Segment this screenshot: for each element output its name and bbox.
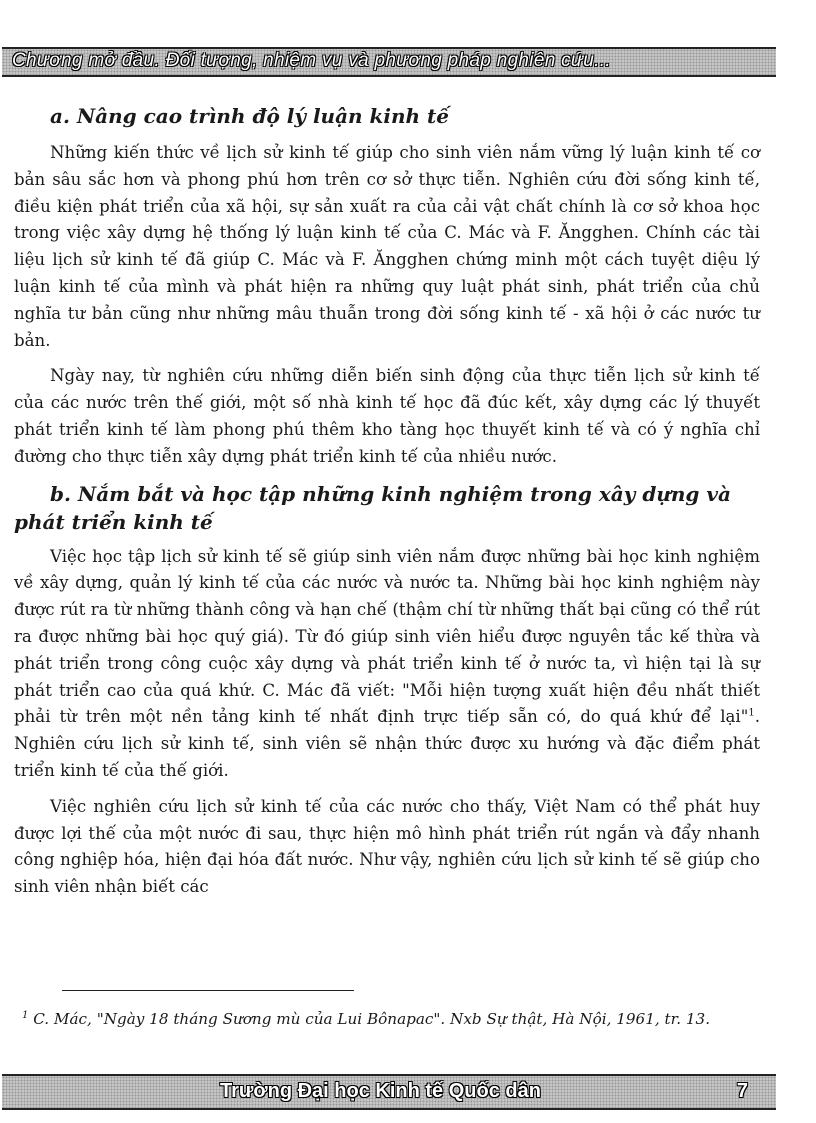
page-number: 7 xyxy=(736,1080,748,1102)
section-a-paragraph-1: Những kiến thức về lịch sử kinh tế giúp cho sinh viên nắm vững lý luận kinh tế cơ bản sâu sắc hơn và phong phú hơn trên cơ sở thực tiễn. Nghiên cứu đời sống kinh tế, điều kiện phát triển của xã hội, sự sản xuất ra của cải vật chất chính là cơ sở khoa học trong việc xây dựng hệ thống lý luận kinh tế của C. Mác và F. Ăngghen. Chính các tài liệu lịch sử kinh tế đã giúp C. Mác và F. Ăngghen chứng minh một cách tuyệt diệu lý luận kinh tế của mình và phát hiện ra những quy luật phát sinh, phát triển của chủ nghĩa tư bản cũng như những mâu thuẫn trong đời sống kinh tế - xã hội ở các nước tư bản. xyxy=(14,143,760,350)
footnote-divider xyxy=(62,990,354,991)
section-b-paragraph-2: Việc nghiên cứu lịch sử kinh tế của các nước cho thấy, Việt Nam có thể phát huy được lợi thế của một nước đi sau, thực hiện mô hình phát triển rút ngắn và đẩy nhanh công nghiệp hóa, hiện đại hóa đất nước. Như vậy, nghiên cứu lịch sử kinh tế sẽ giúp cho sinh viên nhận biết các xyxy=(14,796,760,897)
section-b-paragraph-1-text: Việc học tập lịch sử kinh tế sẽ giúp sinh viên nắm được những bài học kinh nghiệm về xây dựng, quản lý kinh tế của các nước và nước ta. Những bài học kinh nghiệm này được rút ra từ những thành công và hạn chế (thậm chí từ những thất bại cũng có thể rút ra được những bài học quý giá). Từ đó giúp sinh viên hiểu được nguyên tắc kế thừa và phát triển trong công cuộc xây dựng và phát triển kinh tế ở nước ta, vì hiện tại là sự phát triển cao của quá khứ. C. Mác đã viết: "Mỗi hiện tượng xuất hiện đều nhất thiết phải từ trên một nền tảng kinh tế nhất định trực tiếp sẵn có, do quá khứ để lại" xyxy=(14,546,760,727)
footnote-text: C. Mác, "Ngày 18 tháng Sương mù của Lui Bônapac". Nxb Sự thật, Hà Nội, 1961, tr. 13. xyxy=(28,1010,711,1028)
section-b-heading: b. Nắm bắt và học tập những kinh nghiệm trong xây dựng và phát triển kinh tế xyxy=(14,481,731,534)
page-body xyxy=(14,102,760,910)
section-a-paragraph-2: Ngày nay, từ nghiên cứu những diễn biến sinh động của thực tiễn lịch sử kinh tế của các nước trên thế giới, một số nhà kinh tế học đã đúc kết, xây dựng các lý thuyết phát triển kinh tế làm phong phú thêm kho tàng học thuyết kinh tế và có ý nghĩa chỉ đường cho thực tiễn xây dựng phát triển kinh tế của nhiều nước. xyxy=(14,366,760,466)
footnote-reference[interactable]: 1 xyxy=(748,707,755,719)
section-b-paragraph-1 xyxy=(14,544,760,785)
section-a-heading: a. Nâng cao trình độ lý luận kinh tế xyxy=(50,104,450,128)
running-header-title: Chương mở đầu. Đối tượng, nhiệm vụ và phương pháp nghiên cứu... xyxy=(12,50,611,71)
footnote-marker: 1 xyxy=(22,1009,29,1021)
running-footer xyxy=(2,1074,776,1110)
footnote xyxy=(22,1008,762,1030)
section-b-paragraph-1-continuation: . Nghiên cứu lịch sử kinh tế, sinh viên sẽ nhận thức được xu hướng và đặc điểm phát triển kinh tế của thế giới. xyxy=(14,707,760,780)
footer-institution: Trường Đại học Kinh tế Quốc dân xyxy=(220,1080,541,1102)
running-header xyxy=(2,47,776,77)
